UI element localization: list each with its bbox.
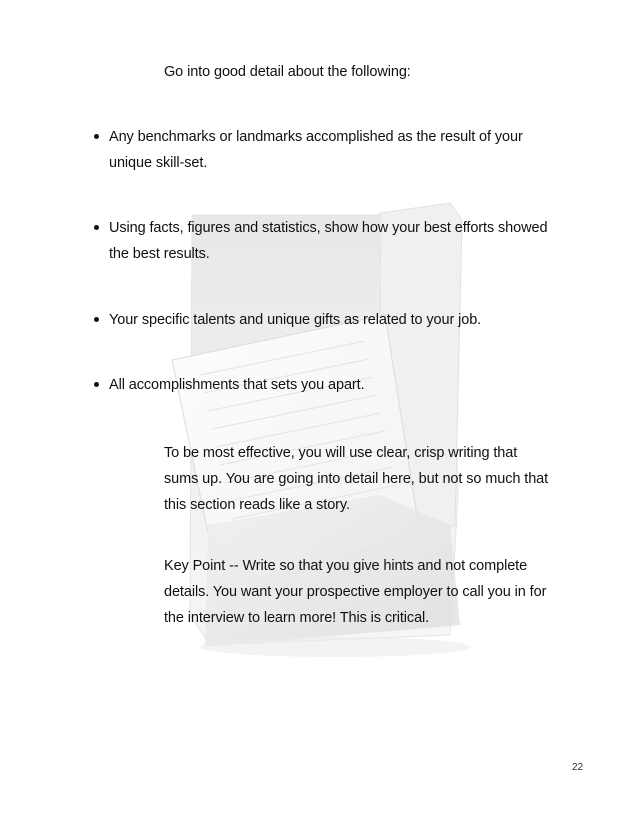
bullet-dot-icon	[94, 134, 99, 139]
paragraph-2-line-1: Key Point -- Write so that you give hints and not complete	[164, 558, 528, 574]
bullet-2-line-2: the best results.	[109, 246, 210, 262]
paragraph-2-line-3: the interview to learn more! This is critical.	[164, 610, 430, 626]
bullet-1-line-1: Any benchmarks or landmarks accomplished as the result of your	[109, 129, 523, 145]
bullet-dot-icon	[94, 382, 99, 387]
paragraph-1-line-2: sums up. You are going into detail here, but not so much that	[164, 471, 549, 487]
page-number: 22	[572, 762, 584, 773]
bullet-dot-icon	[94, 225, 99, 230]
paragraph-1-line-1: To be most effective, you will use clear, crisp writing that	[164, 445, 518, 461]
paragraph-1-line-3: this section reads like a story.	[164, 497, 350, 513]
bullet-2-line-1: Using facts, figures and statistics, show how your best efforts showed	[109, 220, 548, 236]
bullet-4-line-1: All accomplishments that sets you apart.	[109, 377, 365, 393]
bullet-3-line-1: Your specific talents and unique gifts as related to your job.	[109, 312, 482, 328]
intro-heading: Go into good detail about the following:	[164, 64, 411, 80]
paragraph-2-line-2: details. You want your prospective employer to call you in for	[164, 584, 547, 600]
bullet-dot-icon	[94, 317, 99, 322]
bullet-1-line-2: unique skill-set.	[109, 155, 208, 171]
